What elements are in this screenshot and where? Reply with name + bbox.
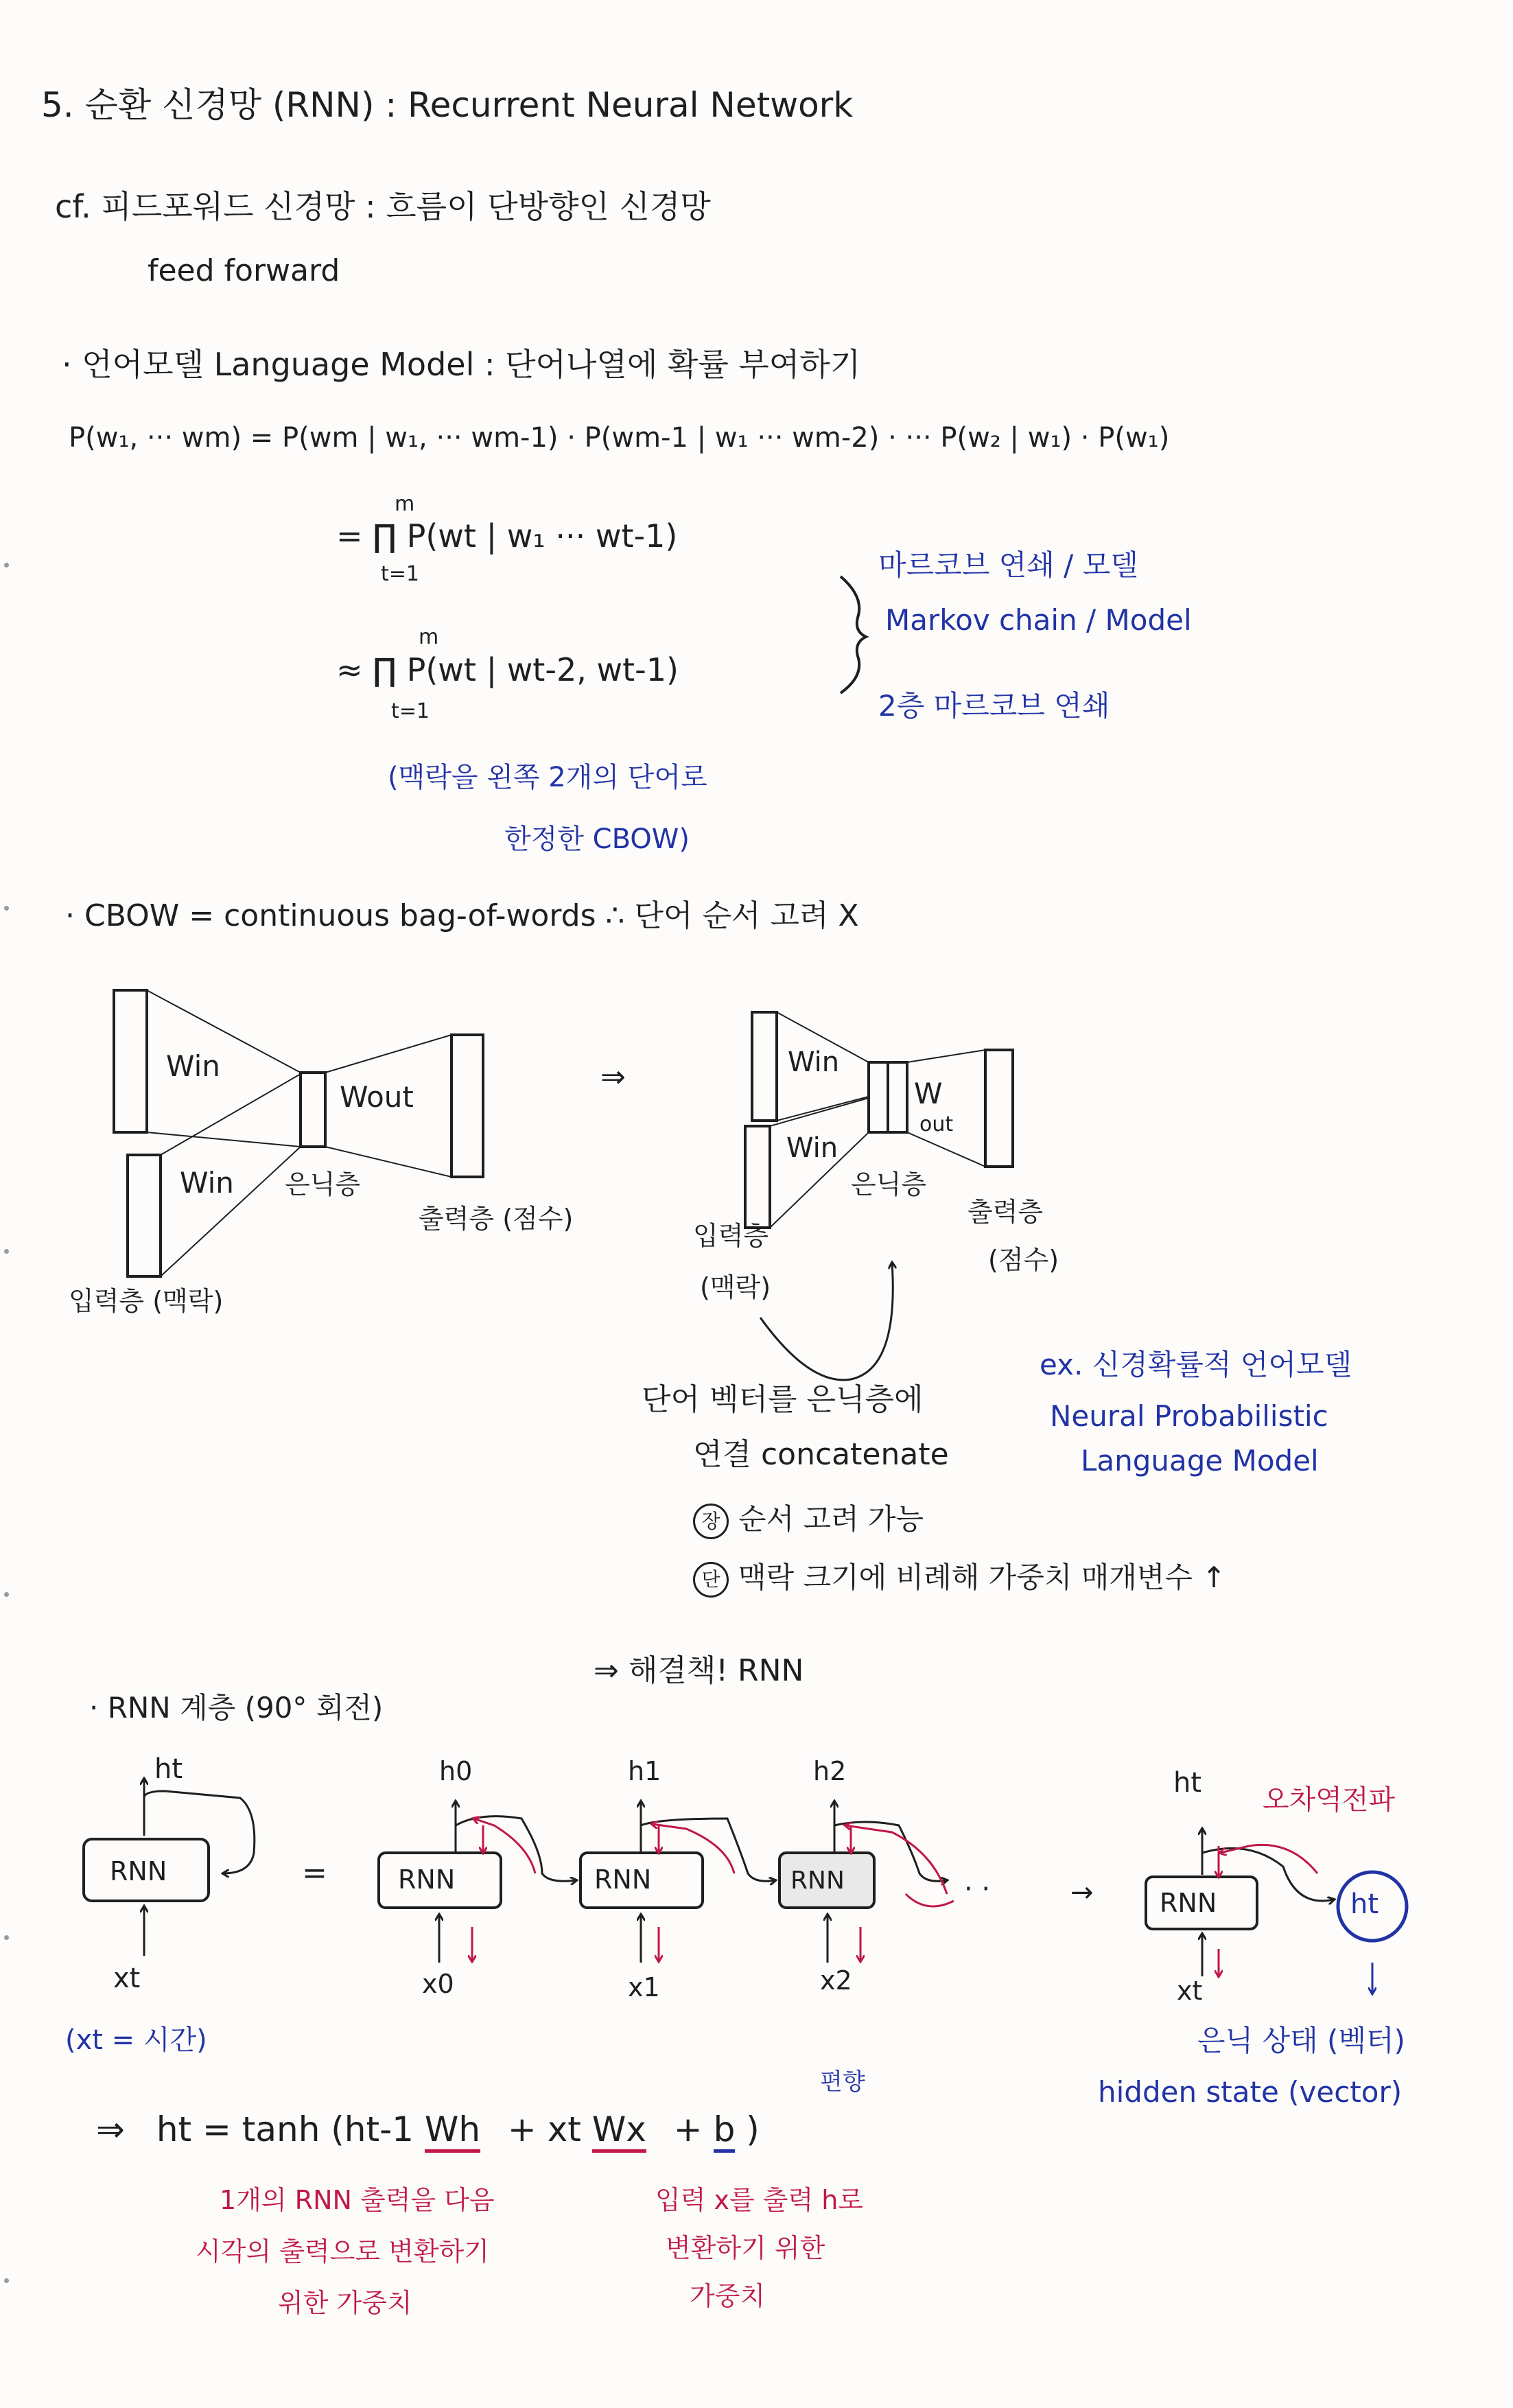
- wx-note-line3: 가중치: [690, 2281, 766, 2311]
- rnn-layer-title: · RNN 계층 (90° 회전): [89, 1691, 384, 1725]
- con-row: [693, 1561, 1226, 1598]
- formula-arrow: ⇒: [96, 2109, 125, 2149]
- hidden-state-node-label: ht: [1350, 1889, 1379, 1920]
- cbow1-hidden-label: 은닉층: [285, 1169, 361, 1200]
- wh-note-line2: 시각의 출력으로 변환하기: [196, 2236, 489, 2267]
- rnn-rolled-xt: xt: [113, 1963, 141, 1994]
- wx-note-line1: 입력 x를 출력 h로: [655, 2185, 864, 2215]
- pro-row: [693, 1503, 924, 1539]
- solution-rnn: ⇒ 해결책! RNN: [594, 1653, 804, 1688]
- cbow2-input-label-a: 입력층: [693, 1221, 769, 1251]
- rnn-continuation-dots: · ·: [964, 1873, 991, 1905]
- cbow2-output-label-a: 출력층: [967, 1197, 1044, 1227]
- rnn-equals-sign: =: [302, 1856, 327, 1891]
- feedforward-definition: cf. 피드포워드 신경망 : 흐름이 단방향인 신경망: [55, 188, 711, 225]
- approx-lower-bound: t=1: [391, 699, 430, 723]
- hidden-state-korean: 은닉 상태 (벡터): [1197, 2024, 1405, 2057]
- product-equation: = ∏ P(wt | w₁ ··· wt-1): [336, 517, 678, 554]
- formula-bias: b: [714, 2109, 736, 2153]
- cbow2-output-label-b: (점수): [988, 1245, 1059, 1275]
- cbow1-win-top: Win: [166, 1049, 220, 1083]
- formula-wh: Wh: [425, 2109, 480, 2153]
- section-heading: 5. 순환 신경망 (RNN) : Recurrent Neural Network: [41, 85, 854, 125]
- con-badge: 단: [693, 1562, 729, 1598]
- formula-plus: +: [673, 2109, 703, 2149]
- cbow1-win-bottom: Win: [180, 1166, 234, 1200]
- markov-brace: [841, 576, 866, 693]
- formula-plus-xt: + xt: [507, 2109, 581, 2149]
- cbow2-win-top: Win: [788, 1047, 840, 1078]
- nplm-example-line2: Neural Probabilistic: [1050, 1399, 1328, 1433]
- cbow1-output-label: 출력층 (점수): [419, 1204, 574, 1234]
- rnn-h0: h0: [439, 1756, 473, 1786]
- context-note-line2: 한정한 CBOW): [504, 823, 690, 855]
- product-upper-bound: m: [395, 492, 415, 516]
- rnn-h2: h2: [813, 1756, 847, 1786]
- concat-note-line2: 연결 concatenate: [693, 1437, 949, 1472]
- rnn-sequence-arrow: →: [1070, 1877, 1094, 1908]
- product-lower-bound: t=1: [381, 562, 419, 586]
- rnn-x2: x2: [820, 1965, 852, 1996]
- nplm-example-line1: ex. 신경확률적 언어모델: [1040, 1348, 1352, 1381]
- markov-chain-korean: 마르코브 연쇄 / 모델: [878, 548, 1138, 582]
- wh-note-line1: 1개의 RNN 출력을 다음: [220, 2185, 495, 2215]
- cbow2-win-bottom: Win: [786, 1132, 838, 1164]
- rnn-x1: x1: [628, 1972, 660, 2002]
- cbow1-wout: Wout: [340, 1080, 414, 1114]
- formula-close: ): [746, 2109, 760, 2149]
- time-note: (xt = 시간): [65, 2024, 207, 2056]
- language-model-title: · 언어모델 Language Model : 단어나열에 확률 부여하기: [62, 346, 861, 383]
- rnn-unrolled-box1: RNN: [594, 1865, 652, 1895]
- pro-text: 순서 고려 가능: [738, 1502, 924, 1536]
- rnn-final-ht: ht: [1173, 1767, 1202, 1799]
- pro-badge: 장: [693, 1504, 729, 1539]
- feedforward-english: feed forward: [148, 253, 340, 288]
- rnn-unrolled-box2: RNN: [790, 1867, 845, 1895]
- hidden-state-english: hidden state (vector): [1098, 2075, 1403, 2109]
- cbow1-input-label: 입력층 (맥락): [69, 1286, 224, 1316]
- bias-label: 편향: [820, 2068, 865, 2096]
- context-note-line1: (맥락을 왼쪽 2개의 단어로: [388, 762, 707, 793]
- cbow2-input-label-b: (맥락): [700, 1272, 771, 1302]
- wx-note-line2: 변환하기 위한: [666, 2233, 825, 2263]
- approx-upper-bound: m: [419, 625, 439, 649]
- formula-lhs: ht = tanh (ht-1: [156, 2109, 414, 2149]
- cbow2-w: W: [914, 1077, 943, 1110]
- con-text: 맥락 크기에 비례해 가중치 매개변수 ↑: [738, 1560, 1226, 1594]
- cbow2-out-subscript: out: [919, 1112, 954, 1136]
- rnn-final-box-label: RNN: [1160, 1888, 1217, 1918]
- markov-chain-english: Markov chain / Model: [885, 603, 1192, 637]
- rnn-final-xt: xt: [1177, 1976, 1203, 2006]
- rnn-rolled-box-label: RNN: [110, 1856, 167, 1886]
- formula-wx: Wx: [592, 2109, 646, 2153]
- rnn-formula: [96, 2110, 760, 2150]
- chain-rule-equation: P(w₁, ··· wm) = P(wm | w₁, ··· wm-1) · P(wm-1 | w₁ ··· wm-2) · ··· P(w₂ | w₁) · P(w₁): [69, 422, 1170, 454]
- cbow-definition: · CBOW = continuous bag-of-words ∴ 단어 순서 고려 X: [65, 898, 859, 933]
- wh-note-line3: 위한 가중치: [278, 2288, 412, 2318]
- approx-equation: ≈ ∏ P(wt | wt-2, wt-1): [336, 651, 679, 688]
- cbow2-hidden-label: 은닉층: [851, 1169, 927, 1200]
- nplm-example-line3: Language Model: [1081, 1444, 1319, 1477]
- rnn-x0: x0: [422, 1969, 454, 1999]
- transform-arrow: ⇒: [600, 1060, 626, 1095]
- concat-note-line1: 단어 벡터를 은닉층에: [642, 1382, 924, 1417]
- rnn-h1: h1: [628, 1756, 661, 1786]
- second-order-markov: 2층 마르코브 연쇄: [878, 689, 1110, 723]
- rnn-rolled-ht: ht: [154, 1753, 183, 1785]
- rnn-unrolled-box0: RNN: [398, 1865, 456, 1895]
- backprop-label: 오차역전파: [1263, 1784, 1396, 1816]
- rnn-unrolled: [379, 1801, 954, 1963]
